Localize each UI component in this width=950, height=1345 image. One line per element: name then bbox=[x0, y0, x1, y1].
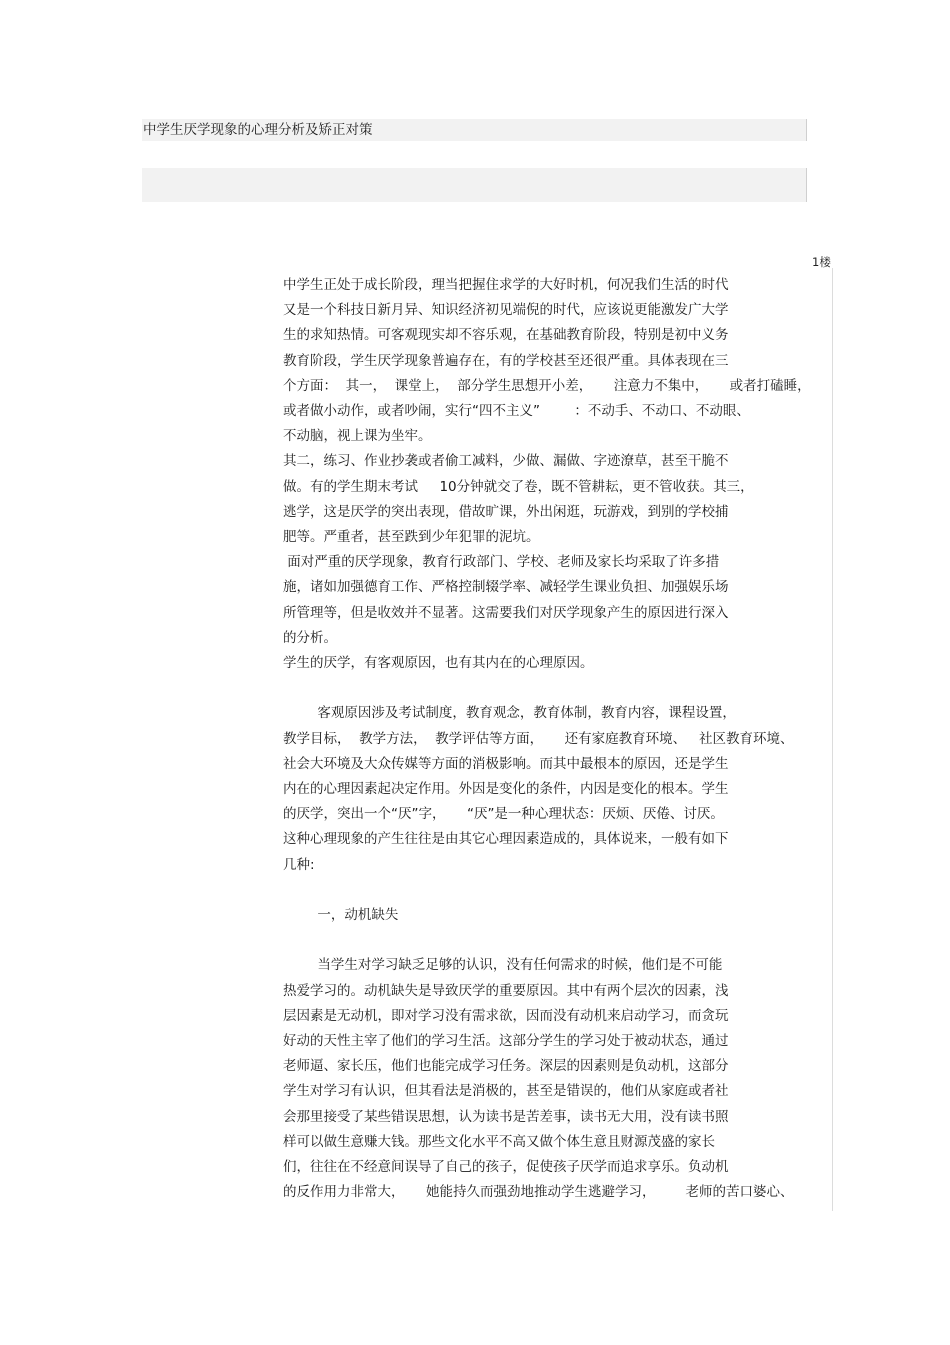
body-line: 热爱学习的。动机缺失是导致厌学的重要原因。其中有两个层次的因素，浅 bbox=[283, 982, 729, 999]
body-line: 肥等。严重者，甚至跌到少年犯罪的泥坑。 bbox=[283, 529, 540, 545]
body-line: 做。有的学生期末考试 10分钟就交了卷，既不管耕耘，更不管收获。其三， bbox=[283, 478, 754, 495]
body-line: 会那里接受了某些错误思想，认为读书是苦差事，读书无大用，没有读书照 bbox=[283, 1108, 729, 1125]
body-line: 这种心理现象的产生往往是由其它心理因素造成的，具体说来，一般有如下 bbox=[283, 831, 729, 848]
body-line: 老师逼、家长压，他们也能完成学习任务。深层的因素则是负动机，这部分 bbox=[283, 1058, 729, 1075]
body-line: 面对严重的厌学现象，教育行政部门、学校、老师及家长均采取了许多措 bbox=[283, 554, 720, 571]
body-line: 的厌学，突出一个“厌”字， “厌”是一种心理状态：厌烦、厌倦、讨厌。 bbox=[283, 806, 724, 823]
body-line: 施，诸如加强德育工作、严格控制辍学率、减轻学生课业负担、加强娱乐场 bbox=[283, 579, 729, 596]
body-line: 客观原因涉及考试制度，教育观念，教育体制，教育内容，课程设置， bbox=[283, 705, 736, 722]
floor-label: 1楼 bbox=[812, 255, 831, 269]
body-line: 所管理等，但是收效并不显著。这需要我们对厌学现象产生的原因进行深入 bbox=[283, 604, 729, 621]
body-line: 其二，练习、作业抄袭或者偷工减料，少做、漏做、字迹潦草，甚至干脆不 bbox=[283, 453, 729, 470]
body-line: 学生对学习有认识，但其看法是消极的，甚至是错误的，他们从家庭或者社 bbox=[283, 1083, 729, 1100]
body-line: 内在的心理因素起决定作用。外因是变化的条件，内因是变化的根本。学生 bbox=[283, 781, 729, 797]
post-title-bar bbox=[142, 119, 807, 141]
body-line: 们，往往在不经意间误导了自己的孩子，促使孩子厌学而追求享乐。负动机 bbox=[283, 1159, 729, 1175]
body-line: 层因素是无动机，即对学习没有需求欲，因而没有动机来启动学习，而贪玩 bbox=[283, 1007, 729, 1024]
body-line: 几种: bbox=[283, 856, 315, 873]
body-line: 样可以做生意赚大钱。那些文化水平不高又做个体生意且财源茂盛的家长 bbox=[283, 1133, 715, 1150]
body-line: 教学目标， 教学方法， 教学评估等方面， 还有家庭教育环境、 社区教育环境、 bbox=[283, 730, 794, 747]
body-line: 教育阶段，学生厌学现象普遍存在，有的学校甚至还很严重。具体表现在三 bbox=[283, 352, 729, 369]
post-meta-bar bbox=[142, 168, 807, 202]
body-line: 社会大环境及大众传媒等方面的消极影响。而其中最根本的原因，还是学生 bbox=[283, 755, 729, 772]
content-divider bbox=[832, 268, 833, 1211]
body-line: 个方面： 其一， 课堂上， 部分学生思想开小差， 注意力不集中， 或者打磕睡， bbox=[283, 377, 811, 394]
body-line: 学生的厌学，有客观原因，也有其内在的心理原因。 bbox=[283, 655, 594, 671]
body-line: 当学生对学习缺乏足够的认识，没有任何需求的时候，他们是不可能 bbox=[283, 957, 723, 974]
body-line: 又是一个科技日新月异、知识经济初见端倪的时代，应该说更能激发广大学 bbox=[283, 302, 729, 319]
body-line: 的反作用力非常大， 她能持久而强劲地推动学生逃避学习， 老师的苦口婆心、 bbox=[283, 1184, 794, 1201]
body-line: 不动脑，视上课为坐牢。 bbox=[283, 428, 432, 445]
post-title: 中学生厌学现象的心理分析及矫正对策 bbox=[143, 122, 373, 138]
body-line: 生的求知热情。可客观现实却不容乐观，在基础教育阶段，特别是初中义务 bbox=[283, 327, 729, 344]
body-line: 的分析。 bbox=[283, 629, 337, 646]
body-line: 中学生正处于成长阶段，理当把握住求学的大好时机，何况我们生活的时代 bbox=[283, 277, 729, 293]
body-line: 逃学，这是厌学的突出表现，借故旷课，外出闲逛，玩游戏，到别的学校捕 bbox=[283, 503, 729, 520]
body-line: 或者做小动作，或者吵闹，实行“四不主义” ：不动手、不动口、不动眼、 bbox=[283, 403, 750, 419]
body-line: 一，动机缺失 bbox=[283, 907, 399, 923]
body-line: 好动的天性主宰了他们的学习生活。这部分学生的学习处于被动状态，通过 bbox=[283, 1033, 729, 1049]
